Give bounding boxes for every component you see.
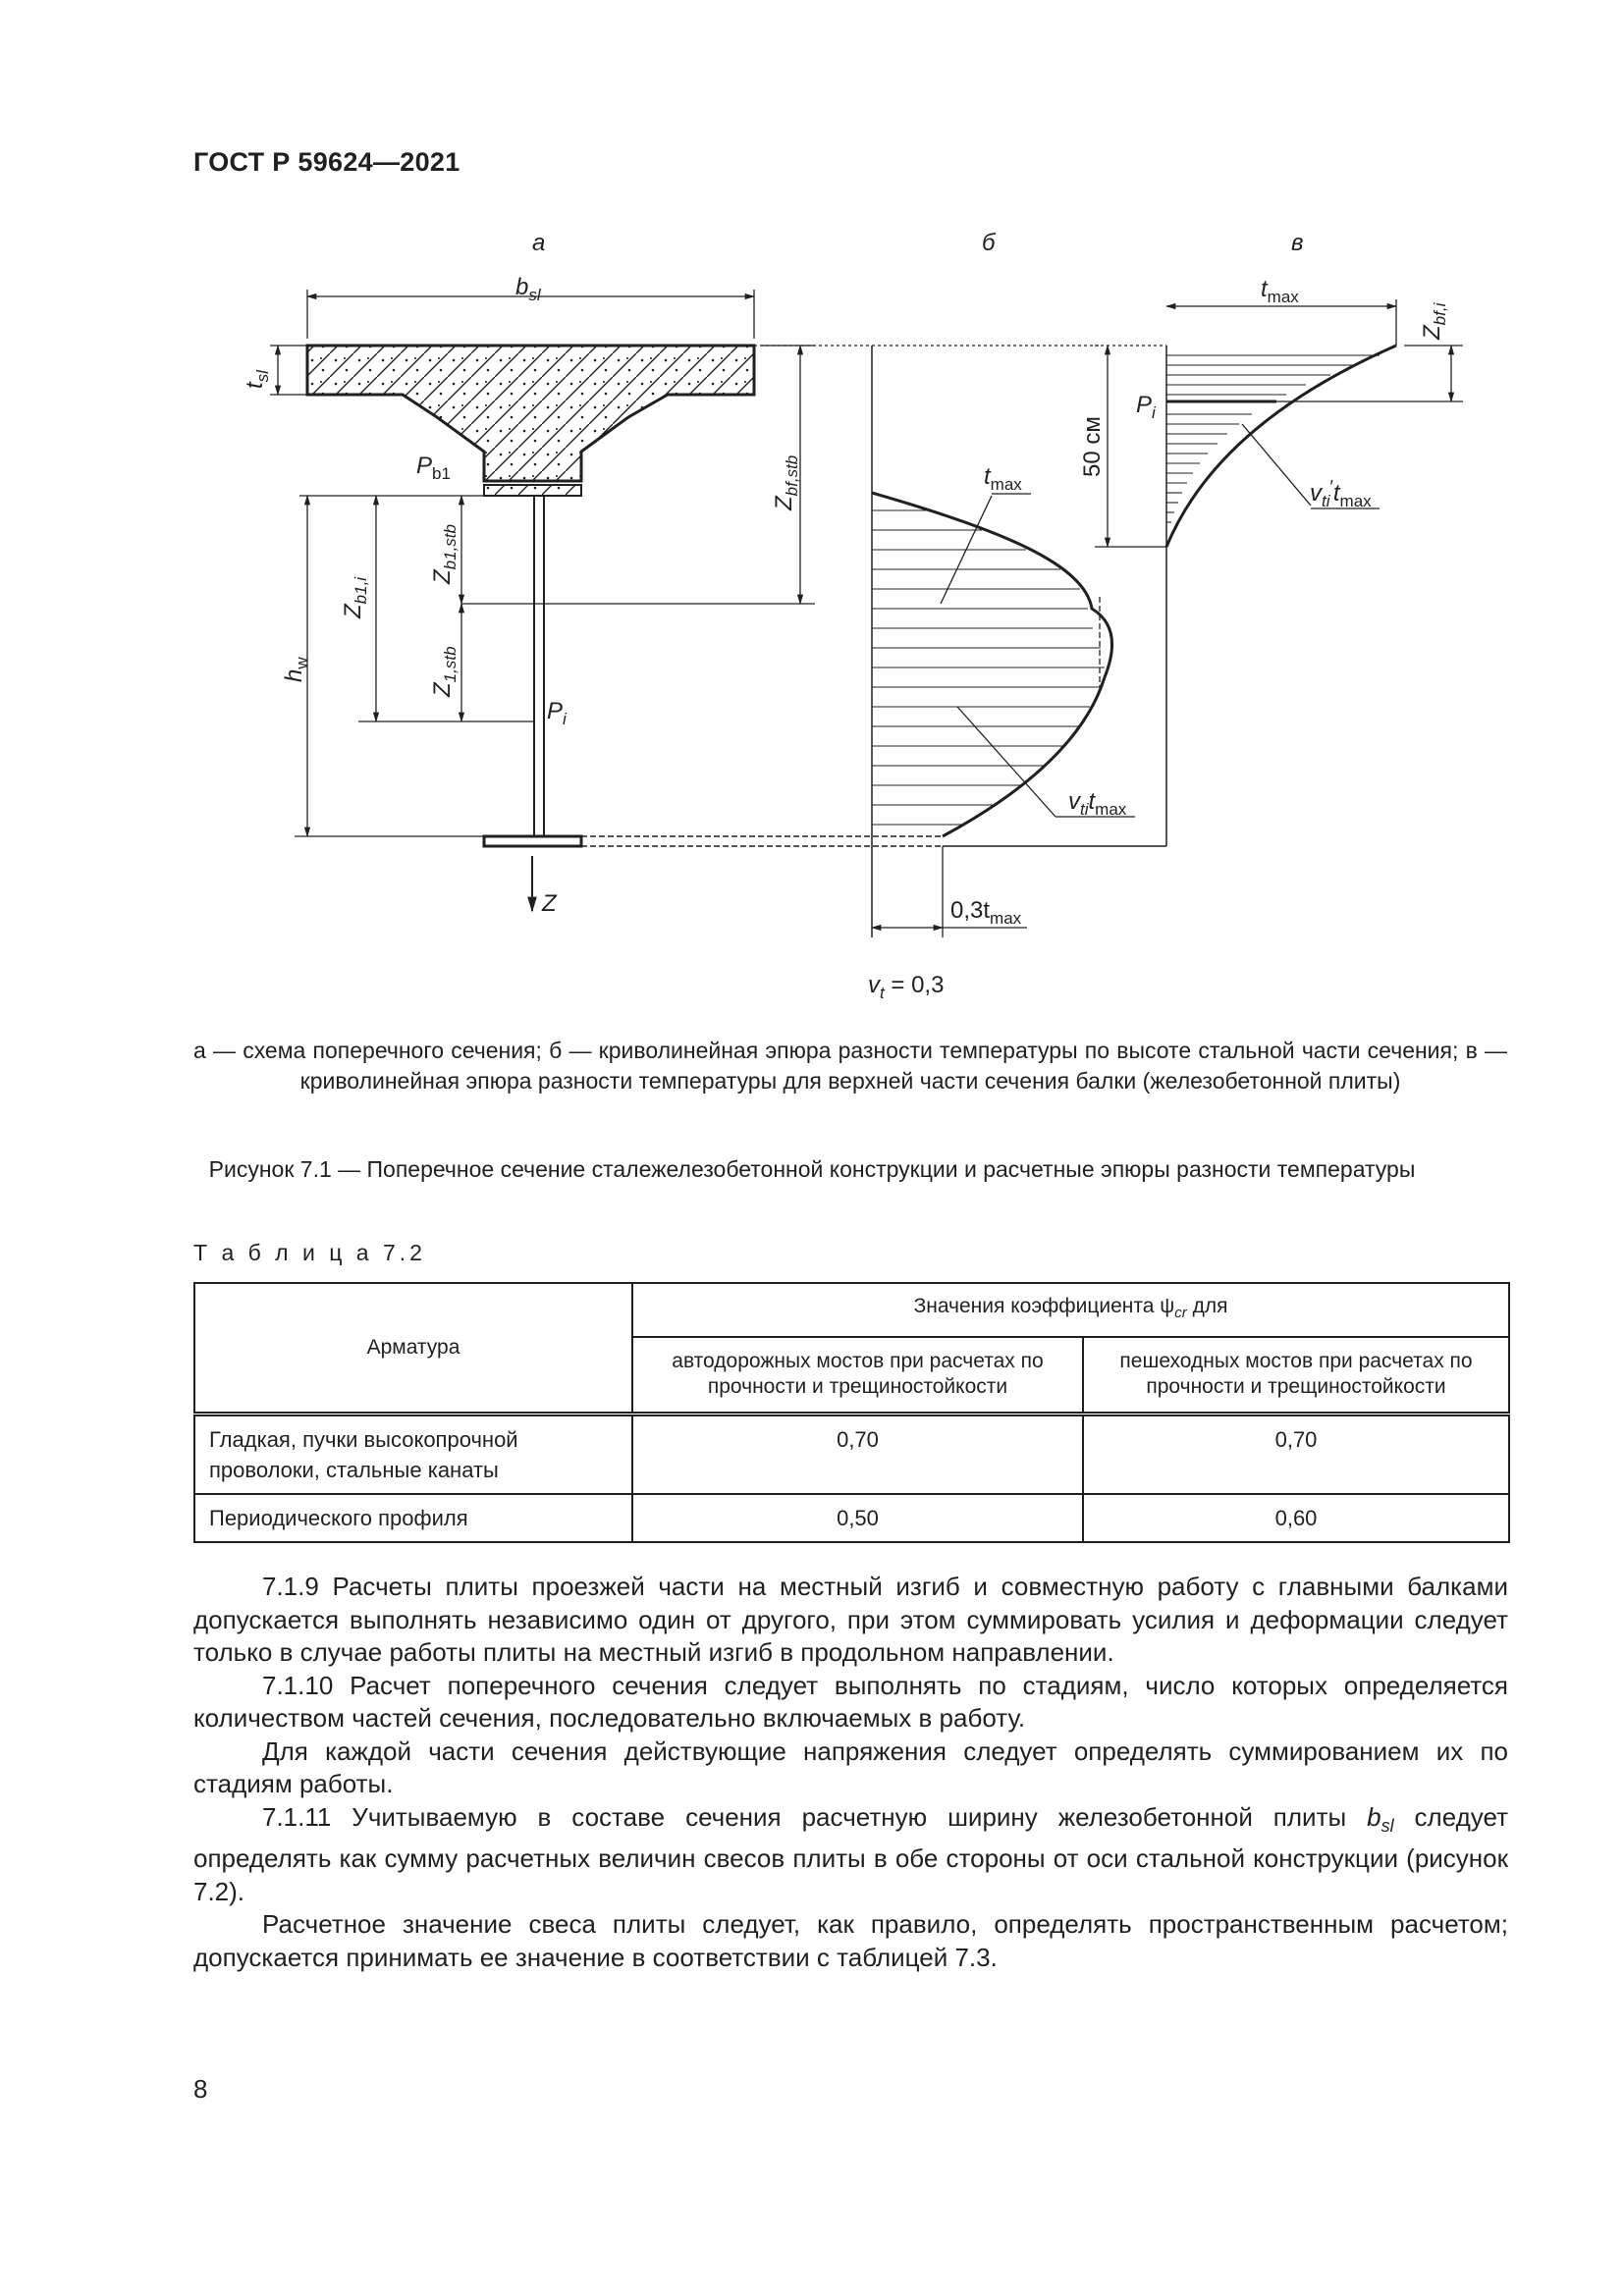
label-50cm: 50 см bbox=[1079, 416, 1106, 477]
paragraph-7-1-9: 7.1.9 Расчеты плиты проезжей части на местный изгиб и совместную работу с главными балками допускается выполнять независимо один от другого, при этом суммировать усилия и деформации следует только в случае работы плиты на местный изгиб в продольном направлении. bbox=[193, 1572, 1508, 1667]
label-vti-prime-mark: ′ bbox=[1329, 477, 1333, 497]
label-vti-prime-sub: ti bbox=[1322, 492, 1330, 510]
label-pb1-sub: b1 bbox=[432, 464, 451, 483]
svg-text:Zbf,i bbox=[1419, 301, 1449, 341]
label-low-value: 0,3t bbox=[950, 897, 991, 924]
label-pi-right-sub: i bbox=[1152, 403, 1156, 422]
svg-text:tmax bbox=[1261, 276, 1299, 306]
label-vti-prime-sym: v bbox=[1310, 480, 1322, 507]
bottom-flange bbox=[484, 836, 581, 846]
label-zb1i-sub: b1,i bbox=[352, 576, 370, 605]
label-z1stb-sub: 1,stb bbox=[441, 646, 460, 683]
table-title: Т а б л и ц а 7.2 bbox=[193, 1240, 426, 1265]
standard-header: ГОСТ Р 59624—2021 bbox=[193, 147, 460, 177]
label-zb1stb-sym: Z bbox=[429, 569, 456, 584]
header-pedestrian-bridges: пешеходных мостов при расчетах по прочности и трещиностойкости bbox=[1083, 1337, 1509, 1414]
header-armatura: Арматура bbox=[194, 1283, 632, 1414]
label-vti-sym: v bbox=[1068, 788, 1080, 815]
svg-text:0,3tmax bbox=[950, 897, 1022, 928]
panel-b-diagram bbox=[754, 346, 1135, 937]
svg-text:Z1,stb bbox=[429, 646, 460, 698]
label-axis-z: Z bbox=[542, 890, 557, 917]
leader-vti-prime bbox=[1242, 424, 1311, 506]
table-row bbox=[194, 1494, 1509, 1542]
header-coefficient-text: Значения коэффициента ψ bbox=[913, 1294, 1175, 1317]
label-pb1-sym: P bbox=[416, 453, 433, 479]
header-coefficient-tail: для bbox=[1186, 1294, 1228, 1317]
panel-a-cross-section bbox=[270, 290, 943, 911]
label-vt-value: = 0,3 bbox=[884, 972, 945, 998]
label-vti-tail-sub: max bbox=[1095, 800, 1127, 819]
figure-legend: а — схема поперечного сечения; б — криволинейная эпюра разности температуры по высоте стальной части сечения; в — криволинейная эпюра разности температуры для верхней части сечения балки (железобетонной плиты) bbox=[193, 1038, 1507, 1094]
figure-caption: Рисунок 7.1 — Поперечное сечение сталежелезобетонной конструкции и расчетные эпюры разности температуры bbox=[208, 1156, 1416, 1182]
table-7-2 bbox=[193, 1282, 1510, 1543]
panel-label-a: а bbox=[532, 230, 546, 256]
label-vt-sub: t bbox=[880, 984, 885, 1002]
label-zbf-sub: bf,stb bbox=[783, 454, 801, 497]
svg-text:vti′tmax bbox=[1310, 477, 1372, 510]
header-coefficient-group bbox=[632, 1283, 1509, 1337]
svg-text:vt = 0,3 bbox=[868, 972, 944, 1002]
label-vti-tail: t bbox=[1088, 788, 1096, 815]
label-tmax-top-sym: t bbox=[1261, 276, 1268, 302]
label-vt-sym: v bbox=[868, 972, 880, 998]
label-zb1i-sym: Z bbox=[340, 604, 366, 618]
svg-text:tsl bbox=[242, 369, 272, 389]
symbol-b: b bbox=[1367, 1801, 1381, 1832]
label-hw-sub: w bbox=[293, 657, 311, 669]
label-hw-sym: h bbox=[281, 668, 307, 682]
panel-v-labels bbox=[1079, 276, 1449, 510]
label-bsl-sub: sl bbox=[528, 286, 541, 304]
row-road-value: 0,70 bbox=[632, 1414, 1083, 1494]
label-zbf-sym: Z bbox=[771, 496, 797, 510]
leader-vti bbox=[957, 707, 1056, 817]
top-flange bbox=[484, 485, 581, 496]
label-tsl-sub: sl bbox=[253, 370, 272, 383]
label-vti-prime-tail: t bbox=[1332, 480, 1340, 507]
paragraph-stages: Для каждой части сечения действующие напряжения следует определять суммированием их по стадиям работы. bbox=[193, 1735, 1508, 1798]
svg-text:hw bbox=[281, 657, 311, 682]
paragraph-7-1-11 bbox=[193, 1801, 1508, 1909]
label-bsl-sym: b bbox=[515, 274, 529, 300]
row-ped-value: 0,70 bbox=[1083, 1414, 1509, 1494]
svg-text:Pi bbox=[547, 698, 568, 728]
panel-label-v: в bbox=[1291, 230, 1304, 256]
row-name: Гладкая, пучки высокопрочной проволоки, стальные канаты bbox=[194, 1414, 632, 1494]
paragraph-7-1-11-end: следует определять как сумму расчетных величин свесов плиты в обе стороны от оси стальной конструкции (рисунок 7.2). bbox=[193, 1801, 1508, 1906]
paragraph-overhang: Расчетное значение свеса плиты следует, как правило, определять пространственным расчетом; допускается принимать ее значение в соответствии с таблицей 7.3. bbox=[193, 1909, 1508, 1972]
table-row bbox=[194, 1414, 1509, 1494]
label-tsl-sym: t bbox=[242, 382, 268, 389]
figure-7-1 bbox=[0, 0, 1624, 1021]
panel-v-curve bbox=[1166, 346, 1396, 547]
panel-b-labels bbox=[868, 463, 1127, 1002]
concrete-slab bbox=[307, 346, 754, 481]
row-road-value: 0,50 bbox=[632, 1494, 1083, 1542]
label-vti-prime-tail-sub: max bbox=[1339, 492, 1372, 510]
label-pi-sub: i bbox=[563, 710, 567, 728]
svg-text:tmax bbox=[984, 463, 1022, 494]
label-tmax-mid-sub: max bbox=[990, 475, 1022, 494]
label-vti-sub: ti bbox=[1080, 800, 1089, 819]
symbol-b-sub: sl bbox=[1380, 1815, 1394, 1836]
body-text bbox=[193, 1571, 1508, 1974]
paragraph-7-1-10: 7.1.10 Расчет поперечного сечения следует выполнять по стадиям, число которых определяется количеством частей сечения, последовательно включаемых в работу. bbox=[193, 1670, 1508, 1733]
label-pi-sym: P bbox=[547, 698, 564, 724]
svg-text:Pb1 bbox=[416, 453, 451, 483]
panel-b-hatching bbox=[872, 510, 1105, 825]
svg-text:Zbf,stb bbox=[771, 455, 801, 511]
label-low-value-sub: max bbox=[990, 909, 1022, 928]
svg-text:bsl bbox=[515, 274, 542, 304]
label-zbfi-sub: bf,i bbox=[1431, 302, 1449, 326]
panel-v-diagram bbox=[943, 299, 1463, 846]
label-tmax-mid-sym: t bbox=[984, 463, 991, 490]
svg-text:Pi bbox=[1136, 392, 1157, 422]
header-coefficient-sub: cr bbox=[1174, 1305, 1187, 1322]
paragraph-7-1-11-start: 7.1.11 Учитываемую в составе сечения расчетную ширину железобетонной плиты bbox=[262, 1801, 1368, 1832]
page-number: 8 bbox=[193, 2074, 208, 2104]
label-pi-right-sym: P bbox=[1136, 392, 1153, 418]
label-zb1stb-sub: b1,stb bbox=[441, 524, 460, 570]
label-z1stb-sym: Z bbox=[429, 682, 456, 697]
svg-text:Zb1,stb bbox=[429, 524, 460, 585]
label-zbfi-sym: Z bbox=[1419, 325, 1445, 340]
row-ped-value: 0,60 bbox=[1083, 1494, 1509, 1542]
svg-text:vtitmax bbox=[1068, 788, 1127, 819]
label-tmax-top-sub: max bbox=[1267, 288, 1299, 306]
svg-text:Zb1,i bbox=[340, 576, 370, 619]
header-road-bridges: автодорожных мостов при расчетах по прочности и трещиностойкости bbox=[632, 1337, 1083, 1414]
panel-label-b: б bbox=[982, 230, 996, 256]
row-name: Периодического профиля bbox=[194, 1494, 632, 1542]
